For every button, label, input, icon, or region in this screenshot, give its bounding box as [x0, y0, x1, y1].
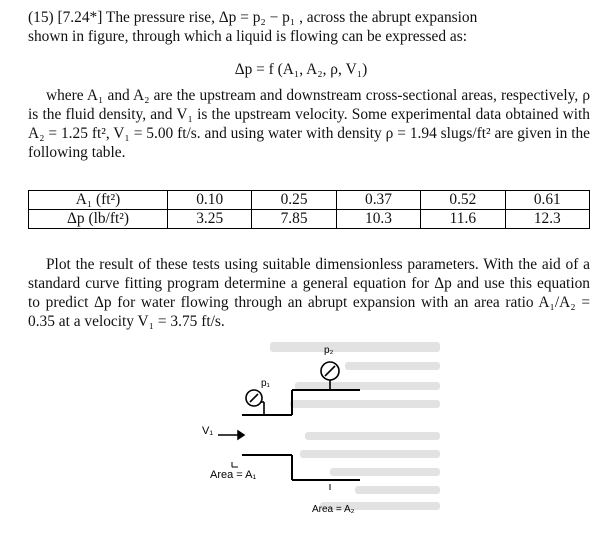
- table-cell: 0.37: [336, 191, 420, 210]
- table-cell: 7.85: [252, 210, 336, 229]
- label-v1: V₁: [202, 425, 214, 437]
- label-area-2: Area = A₂: [312, 504, 355, 515]
- table-cell: 0.61: [505, 191, 589, 210]
- label-p1: p₁: [261, 378, 270, 389]
- row-label-area: A₁ (ft²): [29, 191, 168, 210]
- table-cell: 3.25: [168, 210, 252, 229]
- label-area-1: Area = A₁: [210, 469, 257, 481]
- label-p2: p₂: [324, 345, 334, 356]
- table-cell: 0.52: [421, 191, 505, 210]
- description-paragraph: where A₁ and A₂ are the upstream and downstream cross-sectional areas, respectively, ρ is the fluid density, and V₁ is the upstream velocity. Some experimental data obtained with A₂ = 1.25 ft², V₁ = 5.00 ft/s. and using water with density ρ = 1.94 slugs/ft² are given in the following table.: [28, 87, 590, 161]
- table-row-pressure: [29, 210, 590, 229]
- intro-line-1: (15) [7.24*] The pressure rise, Δp = p₂ − p₁ , across the abrupt expansion: [28, 9, 478, 26]
- table-cell: 10.3: [336, 210, 420, 229]
- task-paragraph: Plot the result of these tests using suitable dimensionless parameters. With the aid of a standard curve fitting program determine a general equation for Δp and use this equation to predict Δp for water flowing through an abrupt expansion with an area ratio A₁/A₂ = 0.35 at a velocity V₁ = 3.75 ft/s.: [28, 256, 590, 330]
- row-label-pressure: Δp (lb/ft²): [29, 210, 168, 229]
- table-cell: 12.3: [505, 210, 589, 229]
- pressure-gauge-p1: [246, 390, 264, 415]
- problem-intro: [28, 8, 590, 46]
- abrupt-expansion-figure: [180, 340, 442, 530]
- table-row-area: [29, 191, 590, 210]
- flow-arrow-icon: [218, 431, 244, 439]
- data-table: [28, 190, 590, 229]
- equation: Δp = f (A₁, A₂, ρ, V₁): [234, 61, 368, 78]
- table-cell: 0.10: [168, 191, 252, 210]
- expansion-diagram: [180, 340, 442, 530]
- table-cell: 0.25: [252, 191, 336, 210]
- intro-line-2: shown in figure, through which a liquid is flowing can be expressed as:: [28, 28, 467, 45]
- background-texture: [270, 342, 440, 510]
- table-cell: 11.6: [421, 210, 505, 229]
